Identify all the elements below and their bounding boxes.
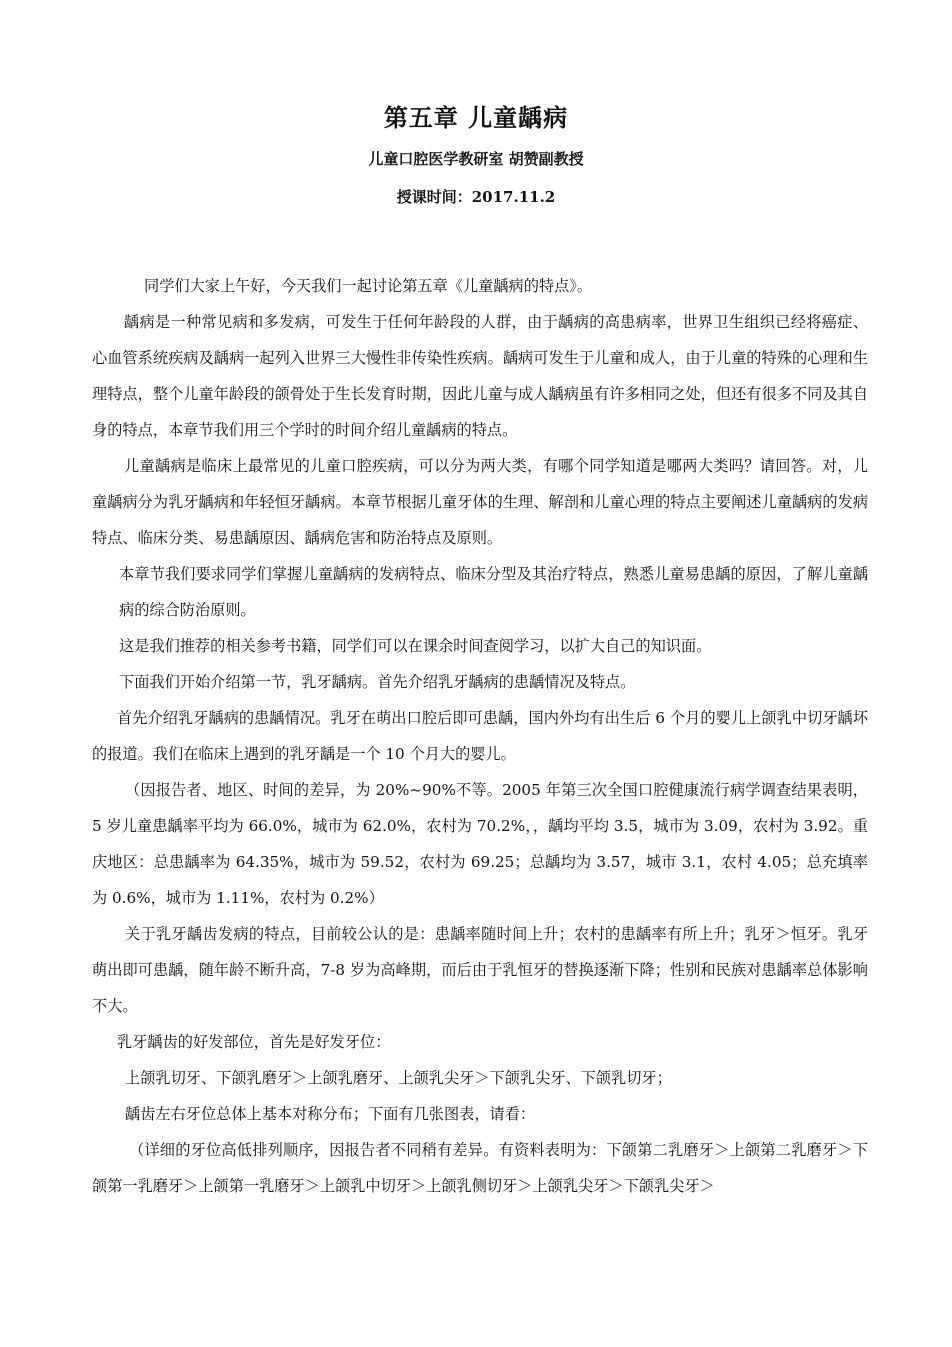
paragraph-section-one: 下面我们开始介绍第一节，乳牙龋病。首先介绍乳牙龋病的患龋情况及特点。 [119,673,636,691]
paragraph-symmetry: 龋齿左右牙位总体上基本对称分布；下面有几张图表，请看： [125,1105,536,1123]
paragraph-detailed-order: （详细的牙位高低排列顺序，因报告者不同稍有差异。有资料表明为：下颌第二乳磨牙＞上颌第二乳磨牙＞下颌第一乳磨牙＞上颌第一乳磨牙＞上颌乳中切牙＞上颌乳侧切牙＞上颌乳尖牙＞下颌乳尖牙＞ [92,1141,868,1195]
paragraph-statistics: （因报告者、地区、时间的差异，为 20%~90%不等。2005 年第三次全国口腔健康流行病学调查结果表明，5 岁儿童患龋率平均为 66.0%，城市为 62.0%，农村为 70.2%，，龋均平均 3.5，城市为 3.09，农村为 3.92。重庆地区：总患龋率为 64.35%，城市为 59.52，农村为 69.25；总龋均为 3.57，城市 3.1，农村 4.05；总充填率为 0.6%，城市为 1.11%，农村为 0.2%） [92,781,868,907]
paragraph-objectives: 本章节我们要求同学们掌握儿童龋病的发病特点、临床分型及其治疗特点，熟悉儿童易患龋的原因，了解儿童龋病的综合防治原则。 [119,565,868,619]
paragraph-references: 这是我们推荐的相关参考书籍，同学们可以在课余时间查阅学习，以扩大自己的知识面。 [119,637,712,655]
chapter-title: 第五章 儿童龋病 [383,103,569,132]
paragraph-tooth-order: 上颌乳切牙、下颌乳磨牙＞上颌乳磨牙、上颌乳尖牙＞下颌乳尖牙、下颌乳切牙； [125,1069,672,1087]
paragraph-characteristics: 关于乳牙龋齿发病的特点，目前较公认的是：患龋率随时间上升；农村的患龋率有所上升；乳牙＞恒牙。乳牙萌出即可患龋，随年龄不断升高，7-8 岁为高峰期，而后由于乳恒牙的替换逐渐下降；性别和民族对患龋率总体影响不大。 [92,925,868,1015]
paragraph-classification: 儿童龋病是临床上最常见的儿童口腔疾病，可以分为两大类，有哪个同学知道是哪两大类吗？请回答。对，儿童龋病分为乳牙龋病和年轻恒牙龋病。本章节根据儿童牙体的生理、解剖和儿童心理的特点主要阐述儿童龋病的发病特点、临床分类、易患龋原因、龋病危害和防治特点及原则。 [92,457,868,547]
paragraph-greeting: 同学们大家上午好，今天我们一起讨论第五章《儿童龋病的特点》。 [144,277,593,295]
paragraph-predilection: 乳牙龋齿的好发部位，首先是好发牙位： [117,1033,391,1051]
document-body [92,268,868,1204]
author-line: 儿童口腔医学教研室 胡赞副教授 [368,150,584,168]
lecture-date: 授课时间：2017.11.2 [396,188,556,206]
paragraph-prevalence: 首先介绍乳牙龋病的患龋情况。乳牙在萌出口腔后即可患龋，国内外均有出生后 6 个月的婴儿上颌乳中切牙龋坏的报道。我们在临床上遇到的乳牙龋是一个 10 个月大的婴儿。 [92,709,868,763]
paragraph-intro: 龋病是一种常见病和多发病，可发生于任何年龄段的人群，由于龋病的高患病率，世界卫生组织已经将癌症、心血管系统疾病及龋病一起列入世界三大慢性非传染性疾病。龋病可发生于儿童和成人，由于儿童的特殊的心理和生理特点，整个儿童年龄段的颌骨处于生长发育时期，因此儿童与成人龋病虽有许多相同之处，但还有很多不同及其自身的特点，本章节我们用三个学时的时间介绍儿童龋病的特点。 [92,313,868,439]
